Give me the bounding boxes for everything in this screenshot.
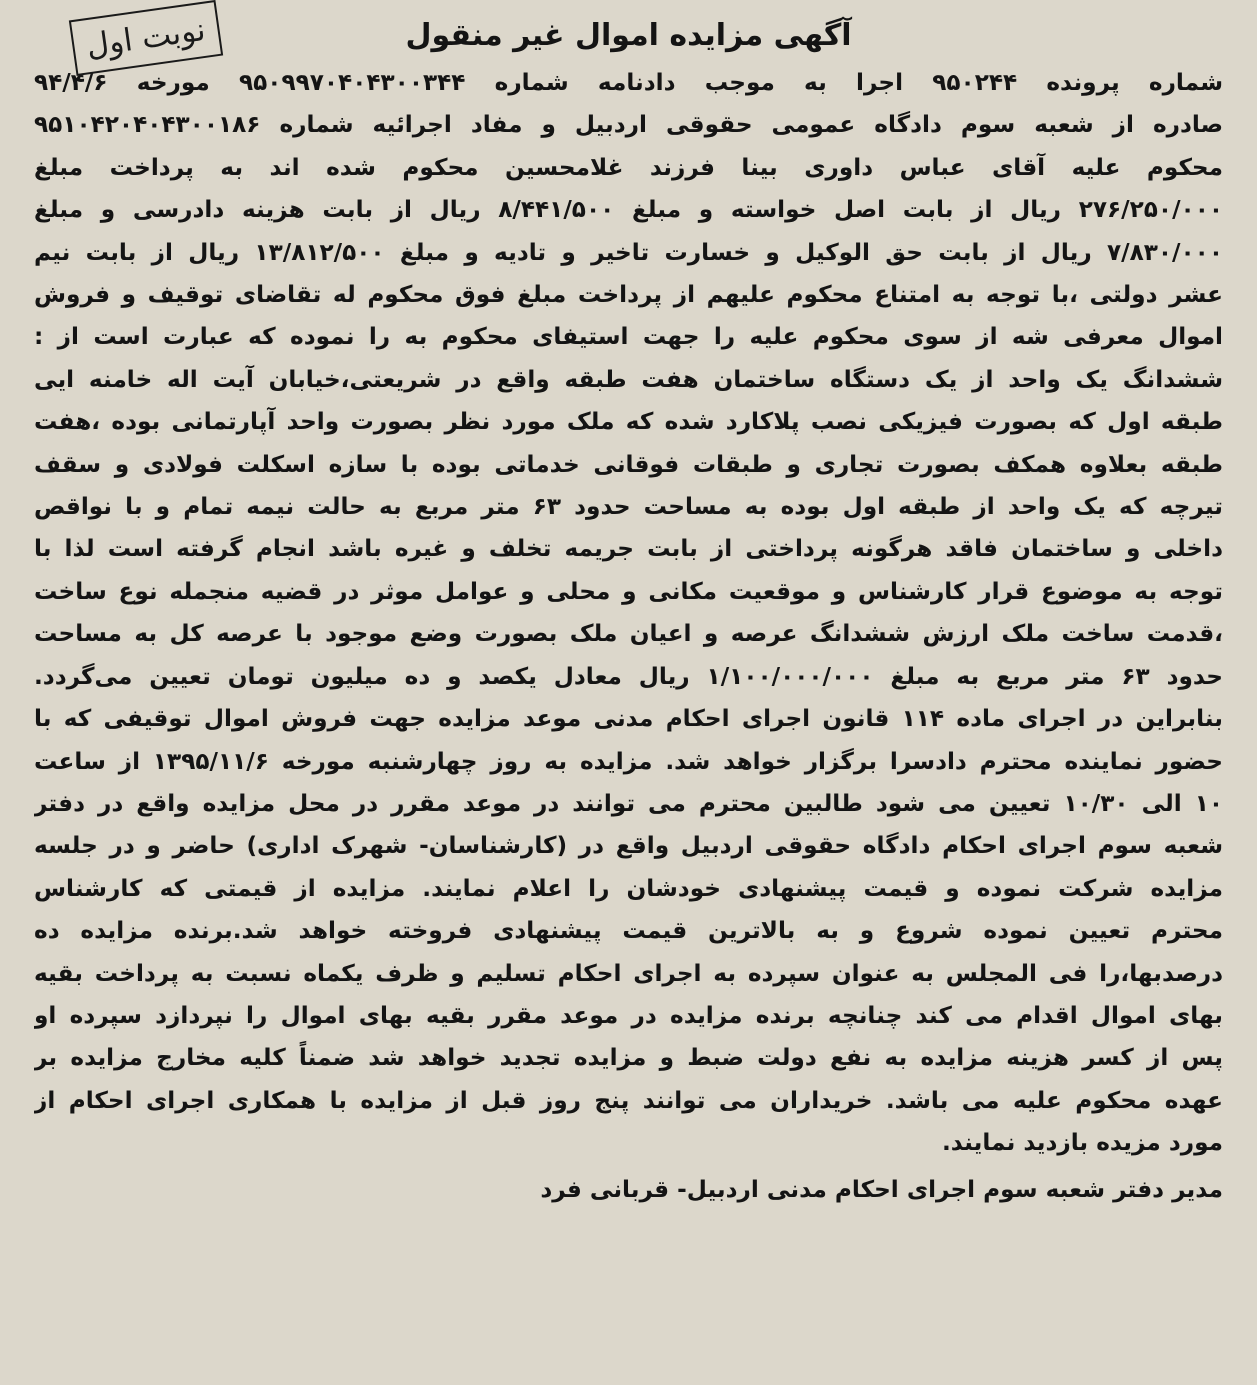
body-line: ششدانگ یک واحد از یک دستگاه ساختمان هفت طبقه واقع در شریعتی،خیابان آیت اله خامنه ایی [34,365,1223,393]
body-line: حضور نماینده محترم دادسرا برگزار خواهد شد. مزایده به روز چهارشنبه مورخه ۱۳۹۵/۱۱/۶ از ساعت [34,747,1223,775]
body-line: صادره از شعبه سوم دادگاه عمومی حقوقی اردبیل و مفاد اجرائیه شماره ۹۵۱۰۴۲۰۴۰۴۳۰۰۱۸۶ [34,111,1223,139]
body-line: ،قدمت ساخت ملک ارزش ششدانگ عرصه و اعیان ملک بصورت وضع موجود با عرصه کل به مساحت [34,620,1223,648]
body-line: داخلی و ساختمان فاقد هرگونه پرداختی از بابت جریمه تخلف و غیره باشد انجام گرفته است لذا با [34,535,1223,563]
body-line: عهده محکوم علیه می باشد. خریداران می توانند پنج روز قبل از مزایده با همکاری اجرای احکام از [34,1086,1223,1114]
body-line: شعبه سوم اجرای احکام دادگاه حقوقی اردبیل واقع در (کارشناسان- شهرک اداری) حاضر و در جلسه [34,832,1223,860]
body-line: توجه به موضوع قرار کارشناس و موقعیت مکانی و محلی و عوامل موثر در قضیه منجمله نوع ساخت [34,577,1223,605]
body-line: مزایده شرکت نموده و قیمت پیشنهادی خودشان را اعلام نمایند. مزایده از قیمتی که کارشناس [34,874,1223,902]
body-line: حدود ۶۳ متر مربع به مبلغ ۱/۱۰۰/۰۰۰/۰۰۰ ریال معادل یکصد و ده میلیون تومان تعیین می‌گردد. [34,662,1223,690]
body-line: مورد مزیده بازدید نمایند. [941,1129,1223,1157]
signature: مدیر دفتر شعبه سوم اجرای احکام مدنی اردبیل- قربانی فرد [540,1175,1223,1203]
body-line: عشر دولتی ،با توجه به امتناع محکوم علیهم از پرداخت مبلغ فوق محکوم له تقاضای توقیف و فروش [34,281,1223,309]
body-line: طبقه بعلاوه همکف بصورت تجاری و طبقات فوقانی خدماتی بوده با سازه اسکلت فولادی و سقف [34,450,1223,478]
body-line: بهای اموال اقدام می کند چنانچه برنده مزایده در موعد مقرر بقیه بهای اموال را نپردازد سپرده او [34,1001,1223,1029]
notice-title: آگهی مزایده اموال غیر منقول [405,18,852,53]
body-line: بنابراین در اجرای ماده ۱۱۴ قانون اجرای احکام مدنی موعد مزایده جهت فروش اموال توقیفی که با [34,705,1223,733]
body-line: شماره پرونده ۹۵۰۲۴۴ اجرا به موجب دادنامه شماره ۹۵۰۹۹۷۰۴۰۴۳۰۰۳۴۴ مورخه ۹۴/۴/۶ [34,69,1223,96]
body-line: ۲۷۶/۲۵۰/۰۰۰ ریال از بابت اصل خواسته و مبلغ ۸/۴۴۱/۵۰۰ ریال از بابت هزینه دادرسی و مبلغ [34,196,1223,224]
body-line: اموال معرفی شه از سوی محکوم علیه را جهت استیفای محکوم به را نموده که عبارت است از : [34,323,1223,351]
body-line: طبقه اول که بصورت فیزیکی نصب پلاکارد شده که ملک مورد نظر بصورت واحد آپارتمانی بوده ،هفت [34,408,1223,436]
body-line: پس از کسر هزینه مزایده به نفع دولت ضبط و مزایده تجدید خواهد شد ضمناً کلیه مخارج مزایده بر [34,1044,1223,1072]
notice-body [34,62,1223,1165]
body-line: درصدبها،را فی المجلس به عنوان سپرده به اجرای احکام تسلیم و ظرف یکماه نسبت به پرداخت بقیه [34,959,1223,987]
body-line: ۷/۸۳۰/۰۰۰ ریال از بابت حق الوکیل و خسارت تاخیر و تادیه و مبلغ ۱۳/۸۱۲/۵۰۰ ریال از بابت نیم [34,238,1223,266]
body-line: محکوم علیه آقای عباس داوری بینا فرزند غلامحسین محکوم شده اند به پرداخت مبلغ [34,153,1223,181]
publication-stamp: نوبت اول [69,0,223,76]
body-line: ۱۰ الی ۱۰/۳۰ تعیین می شود طالبین محترم می توانند در موعد مقرر در محل مزایده واقع در دفتر [34,789,1223,817]
body-line: محترم تعیین نموده شروع و به بالاترین قیمت پیشنهادی فروخته خواهد شد.برنده مزایده ده [34,917,1223,945]
body-line: تیرچه که یک واحد از طبقه اول بوده به مساحت حدود ۶۳ متر مربع به حالت نیمه تمام و با نواقص [34,493,1223,521]
